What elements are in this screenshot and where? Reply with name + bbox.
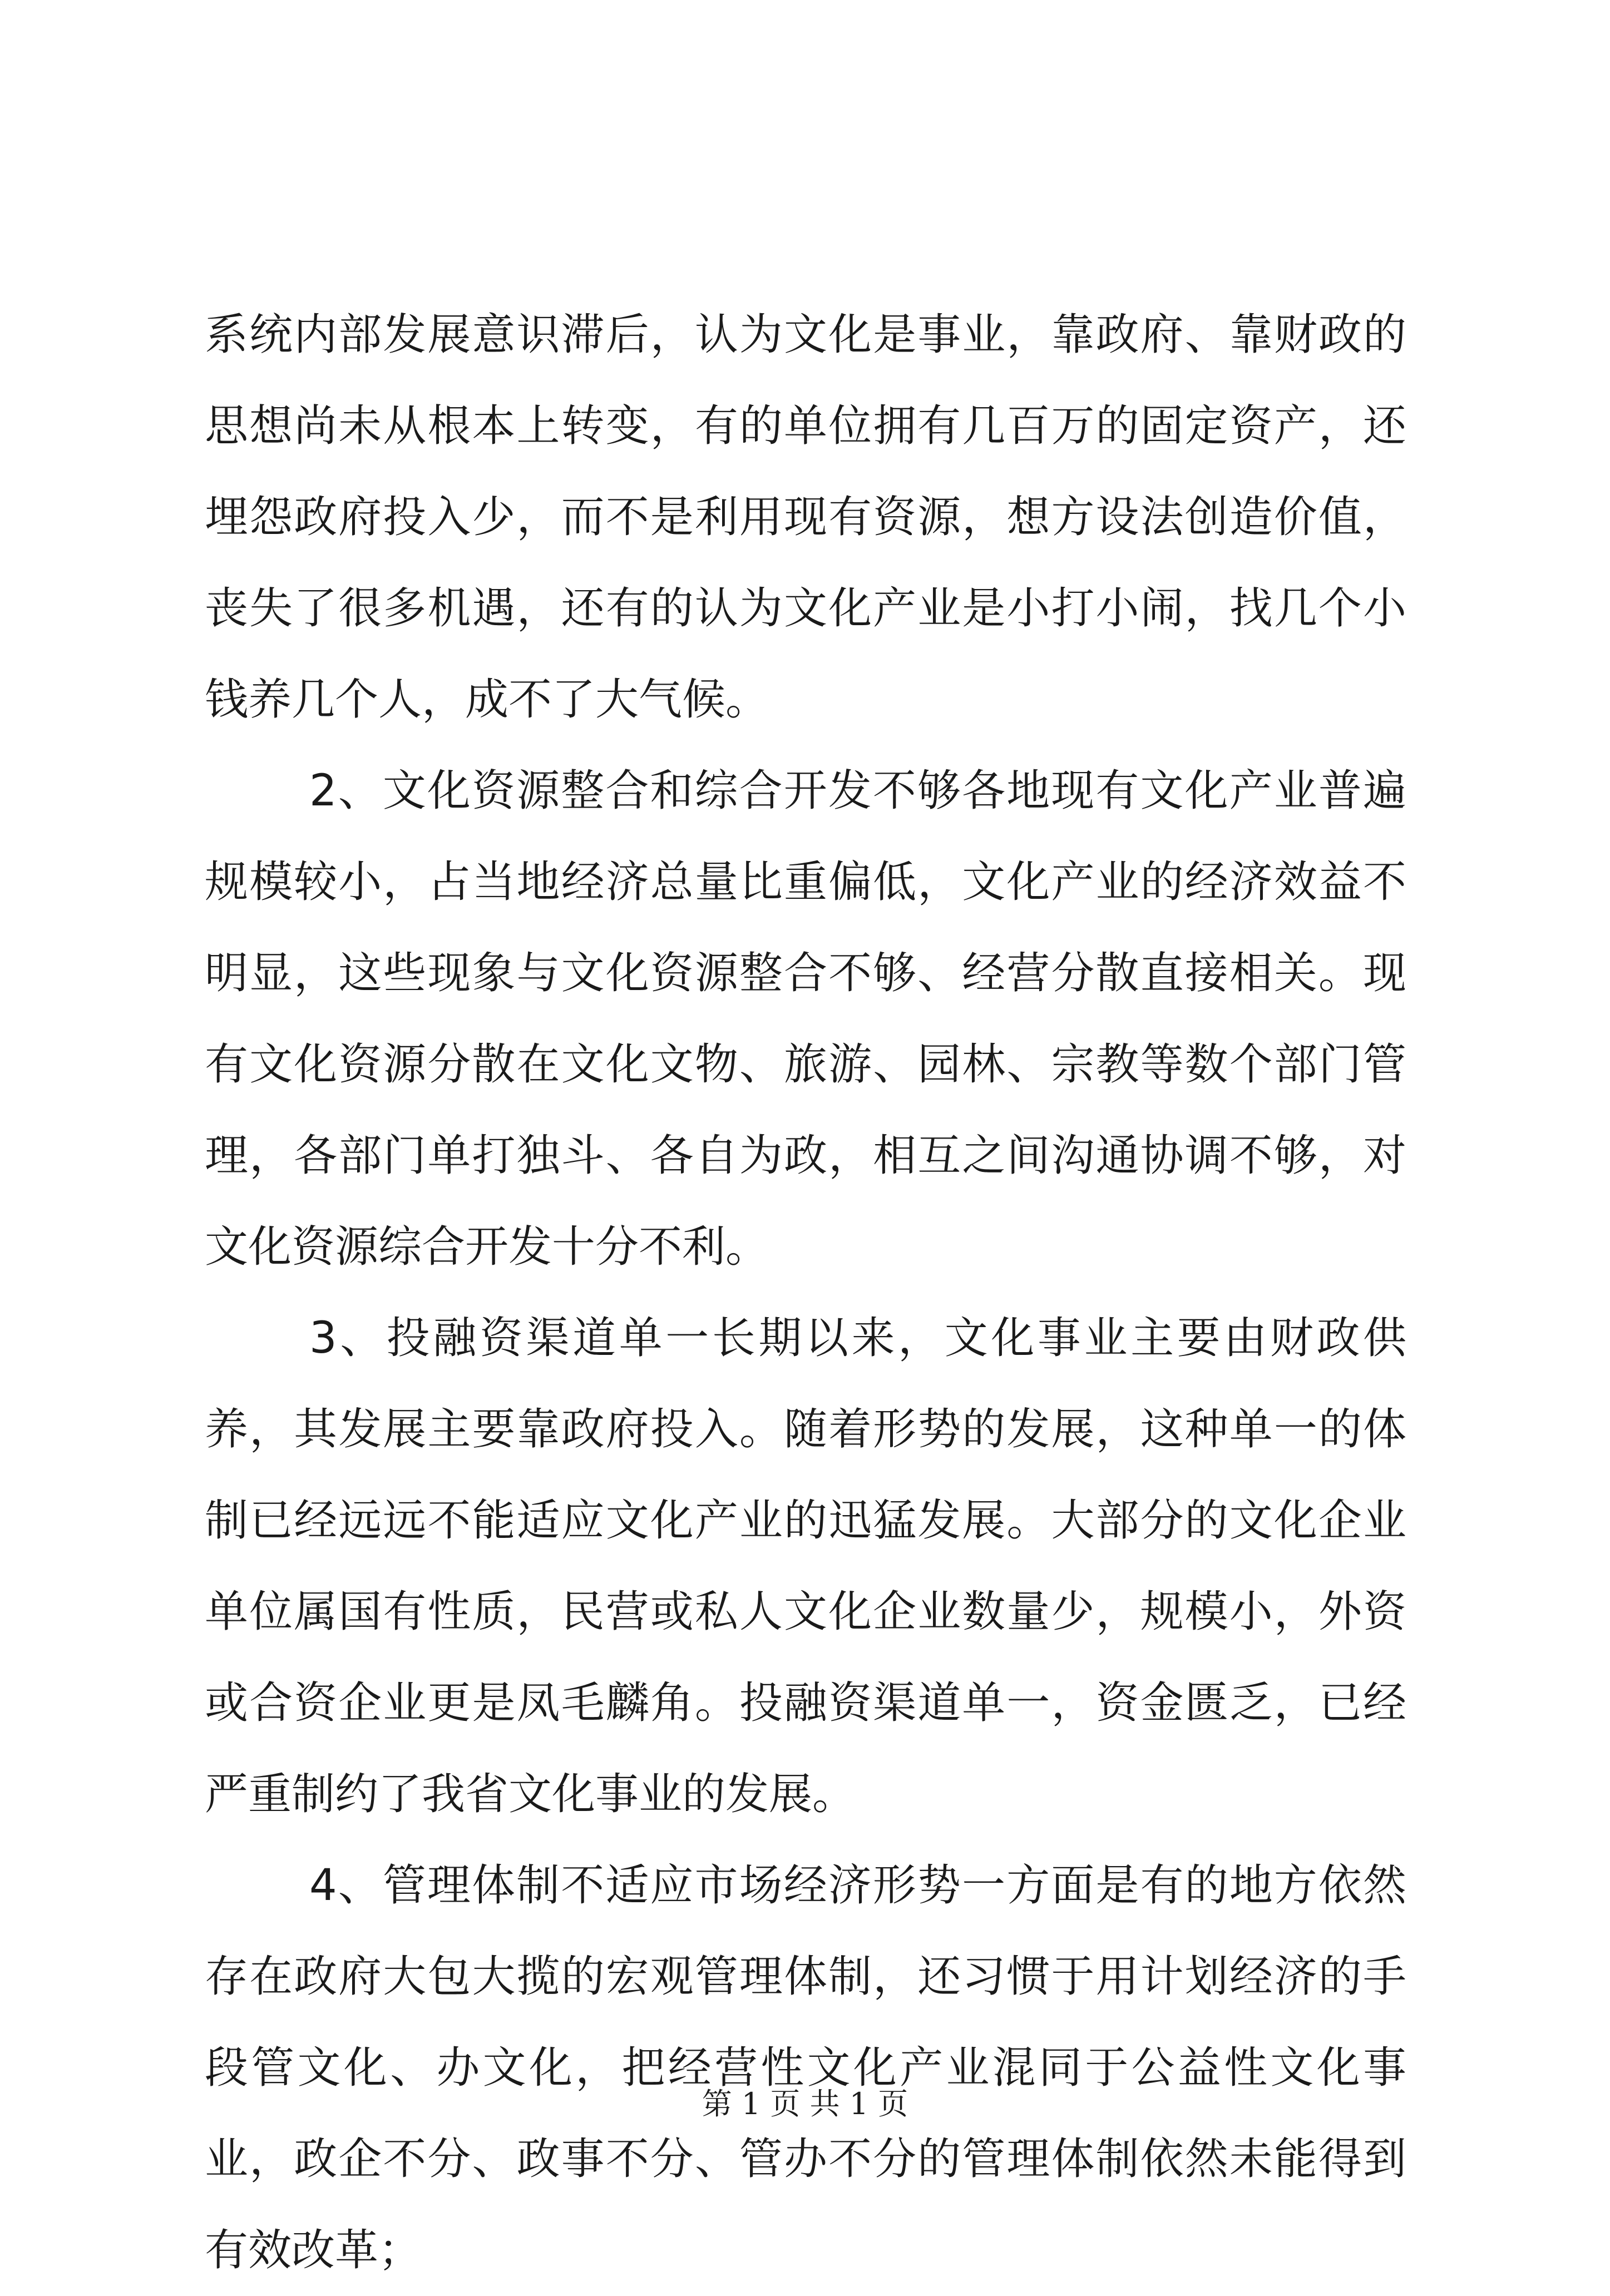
page-number-label: 第 1 页 共 1 页	[702, 2086, 908, 2121]
paragraph-2: 2、文化资源整合和综合开发不够各地现有文化产业普遍规模较小，占当地经济总量比重偏低，文化产业的经济效益不明显，这些现象与文化资源整合不够、经营分散直接相关。现有文化资源分散在文化文物、旅游、园林、宗教等数个部门管理，各部门单打独斗、各自为政，相互之间沟通协调不够，对文化资源综合开发十分不利。	[205, 766, 1406, 1272]
page-footer	[0, 2080, 1610, 2123]
document-body	[205, 289, 1406, 2296]
paragraph-1: 系统内部发展意识滞后，认为文化是事业，靠政府、靠财政的思想尚未从根本上转变，有的单位拥有几百万的固定资产，还埋怨政府投入少，而不是利用现有资源，想方设法创造价值，丧失了很多机遇，还有的认为文化产业是小打小闹，找几个小钱养几个人，成不了大气候。	[205, 310, 1406, 725]
paragraph-3: 3、投融资渠道单一长期以来，文化事业主要由财政供养，其发展主要靠政府投入。随着形势的发展，这种单一的体制已经远远不能适应文化产业的迅猛发展。大部分的文化企业单位属国有性质，民营或私人文化企业数量少，规模小，外资或合资企业更是凤毛麟角。投融资渠道单一，资金匮乏，已经严重制约了我省文化事业的发展。	[205, 1313, 1406, 1819]
paragraph-4: 4、管理体制不适应市场经济形势一方面是有的地方依然存在政府大包大揽的宏观管理体制，还习惯于用计划经济的手段管文化、办文化，把经营性文化产业混同于公益性文化事业，政企不分、政事不分、管办不分的管理体制依然未能得到有效改革；	[205, 1860, 1406, 2275]
